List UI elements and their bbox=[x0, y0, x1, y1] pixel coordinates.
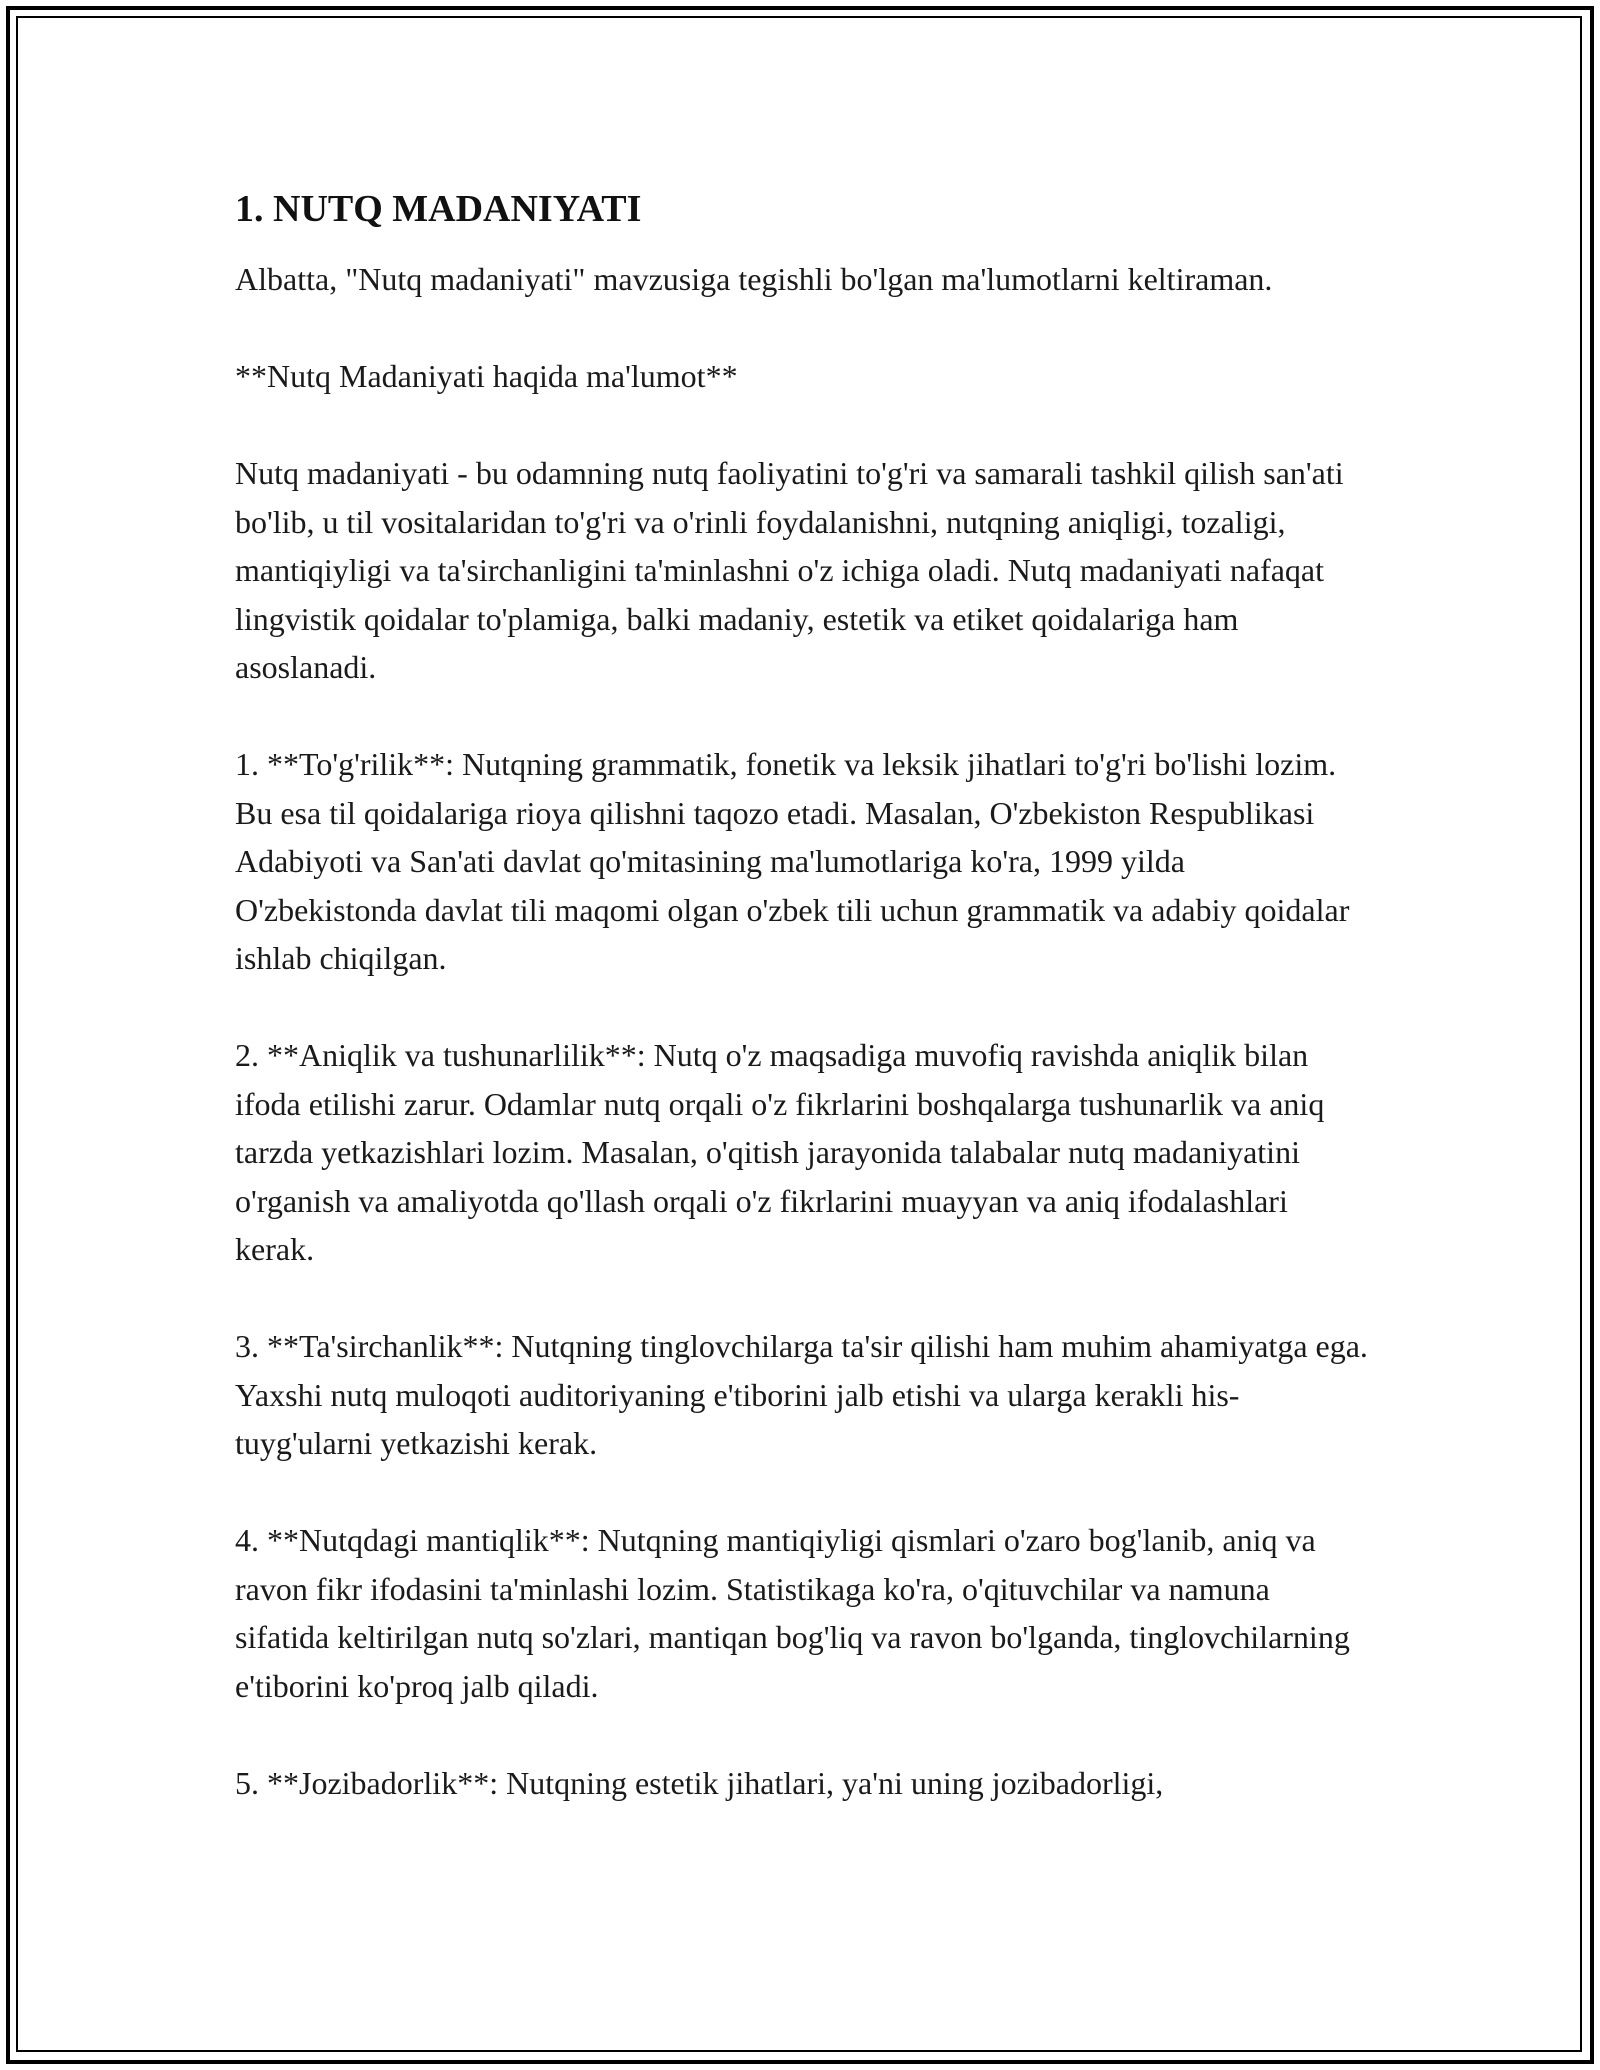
list-item-correctness: 1. **To'g'rilik**: Nutqning grammatik, fonetik va leksik jihatlari to'g'ri bo'lishi lozim. Bu esa til qoidalariga rioya qilishni taqozo etadi. Masalan, O'zbekiston Respublikasi Adabiyoti va San'ati davlat qo'mitasining ma'lumotlariga ko'ra, 1999 yilda O'zbekistonda davlat tili maqomi olgan o'zbek tili uchun grammatik va adabiy qoidalar ishlab chiqilgan. bbox=[235, 746, 1350, 976]
definition-paragraph: Nutq madaniyati - bu odamning nutq faoliyatini to'g'ri va samarali tashkil qilish san'ati bo'lib, u til vositalaridan to'g'ri va o'rinli foydalanishni, nutqning aniqligi, tozaligi, mantiqiyligi va ta'sirchanligini ta'minlashni o'z ichiga oladi. Nutq madaniyati nafaqat lingvistik qoidalar to'plamiga, balki madaniy, estetik va etiket qoidalariga ham asoslanadi. bbox=[235, 455, 1344, 685]
list-item-attractiveness: 5. **Jozibadorlik**: Nutqning estetik jihatlari, ya'ni uning jozibadorligi, bbox=[235, 1764, 1164, 1801]
list-item-logic: 4. **Nutqdagi mantiqlik**: Nutqning mantiqiyligi qismlari o'zaro bog'lanib, aniq va ravon fikr ifodasini ta'minlashi lozim. Statistikaga ko'ra, o'qituvchilar va namuna sifatida keltirilgan nutq so'zlari, mantiqan bog'liq va ravon bo'lganda, tinglovchilarning e'tiborini ko'proq jalb qiladi. bbox=[235, 1522, 1350, 1704]
intro-paragraph: Albatta, "Nutq madaniyati" mavzusiga tegishli bo'lgan ma'lumotlarni keltiraman. bbox=[235, 261, 1273, 297]
list-item-expressiveness: 3. **Ta'sirchanlik**: Nutqning tinglovchilarga ta'sir qilishi ham muhim ahamiyatga ega. Yaxshi nutq muloqoti auditoriyaning e'tiborini jalb etishi va ularga kerakli his-tuyg'ularni yetkazishi kerak. bbox=[235, 1328, 1368, 1461]
document-body bbox=[235, 185, 1370, 1807]
subtitle-paragraph: **Nutq Madaniyati haqida ma'lumot** bbox=[235, 358, 738, 394]
section-heading: 1. NUTQ MADANIYATI bbox=[235, 188, 642, 230]
list-item-clarity: 2. **Aniqlik va tushunarlilik**: Nutq o'z maqsadiga muvofiq ravishda aniqlik bilan ifoda etilishi zarur. Odamlar nutq orqali o'z fikrlarini boshqalarga tushunarlik va aniq tarzda yetkazishlari lozim. Masalan, o'qitish jarayonida talabalar nutq madaniyatini o'rganish va amaliyotda qo'llash orqali o'z fikrlarini muayyan va aniq ifodalashlari kerak. bbox=[235, 1037, 1325, 1267]
